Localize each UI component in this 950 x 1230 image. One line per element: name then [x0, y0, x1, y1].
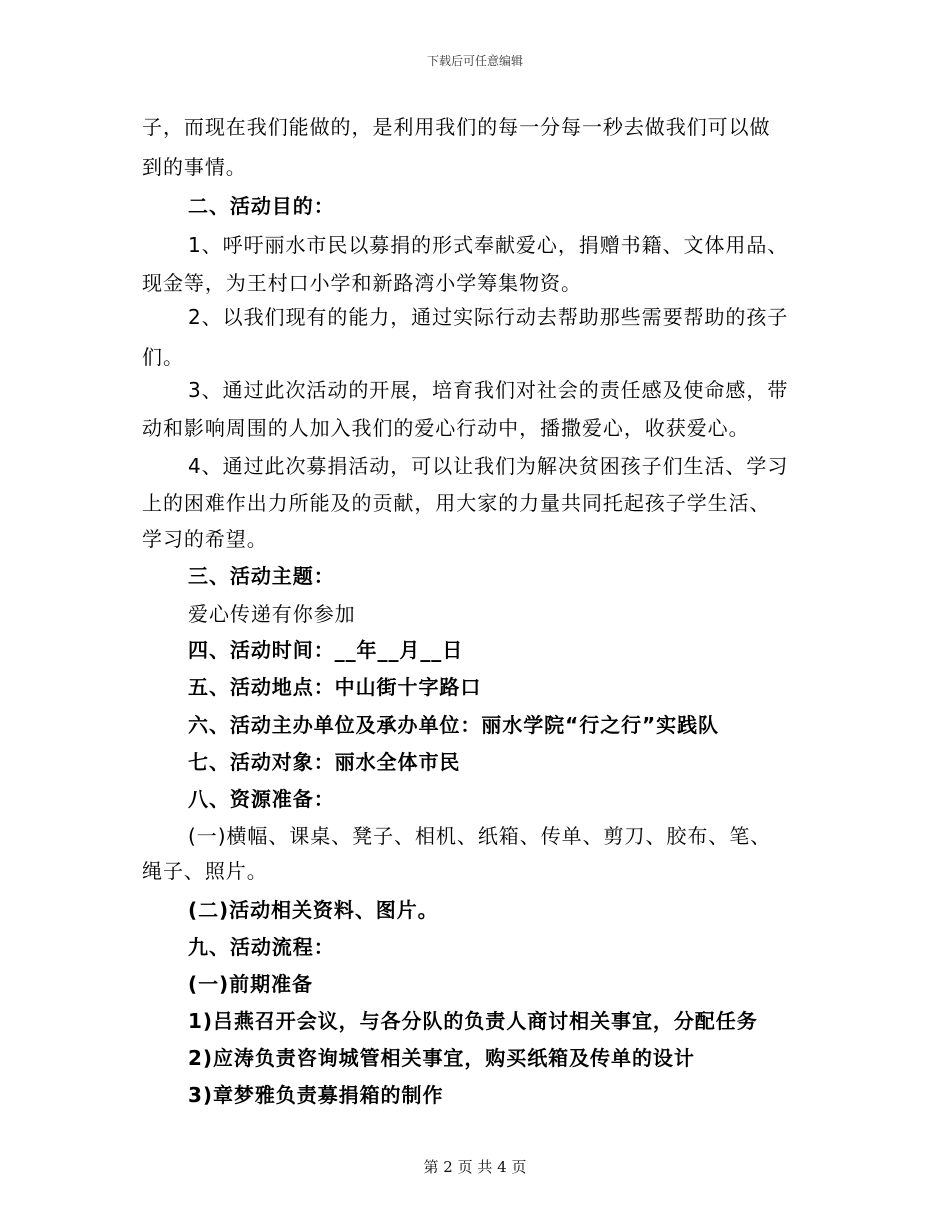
section-heading: 三、活动主题：	[188, 564, 335, 588]
paragraph-line: 现金等，为王村口小学和新路湾小学筹集物资。	[142, 271, 582, 295]
section-heading: 五、活动地点：中山街十字路口	[188, 675, 482, 699]
section-heading: 九、活动流程：	[188, 935, 335, 959]
section-heading: 七、活动对象：丽水全体市民	[188, 750, 461, 774]
paragraph-line: 到的事情。	[142, 155, 247, 179]
section-heading: 八、资源准备：	[188, 787, 335, 811]
paragraph-line: (一)横幅、课桌、凳子、相机、纸箱、传单、剪刀、胶布、笔、	[188, 824, 772, 848]
paragraph-line: 学习的希望。	[142, 527, 268, 551]
paragraph-line: 2、以我们现有的能力，通过实际行动去帮助那些需要帮助的孩子	[188, 305, 789, 329]
section-heading: 四、活动时间：__年__月__日	[188, 638, 464, 662]
paragraph-line: 3、通过此次活动的开展，培育我们对社会的责任感及使命感，带	[188, 378, 789, 402]
section-heading: 六、活动主办单位及承办单位：丽水学院“行之行”实践队	[188, 713, 719, 737]
paragraph-line: 上的困难作出力所能及的贡献，用大家的力量共同托起孩子学生活、	[142, 491, 771, 515]
subsection-heading: (二)活动相关资料、图片。	[188, 898, 439, 922]
paragraph-line: 们。	[142, 345, 184, 369]
list-item: 3)章梦雅负责募捐箱的制作	[188, 1083, 444, 1107]
paragraph-line: 1、呼吁丽水市民以募捐的形式奉献爱心，捐赠书籍、文体用品、	[188, 233, 789, 257]
list-item: 1)吕燕召开会议，与各分队的负责人商讨相关事宜，分配任务	[188, 1009, 758, 1033]
paragraph-line: 子，而现在我们能做的，是利用我们的每一分每一秒去做我们可以做	[142, 115, 771, 139]
page-footer: 第 2 页 共 4 页	[423, 1158, 527, 1176]
paragraph-line: 4、通过此次募捐活动，可以让我们为解决贫困孩子们生活、学习	[188, 454, 789, 478]
subsection-heading: (一)前期准备	[188, 972, 313, 996]
theme-text: 爱心传递有你参加	[188, 602, 356, 626]
page-header: 下载后可任意编辑	[426, 54, 523, 68]
list-item: 2)应涛负责咨询城管相关事宜，购买纸箱及传单的设计	[188, 1046, 695, 1070]
paragraph-line: 绳子、照片。	[142, 859, 268, 883]
section-heading: 二、活动目的：	[188, 194, 335, 218]
paragraph-line: 动和影响周围的人加入我们的爱心行动中，播撒爱心，收获爱心。	[142, 416, 750, 440]
